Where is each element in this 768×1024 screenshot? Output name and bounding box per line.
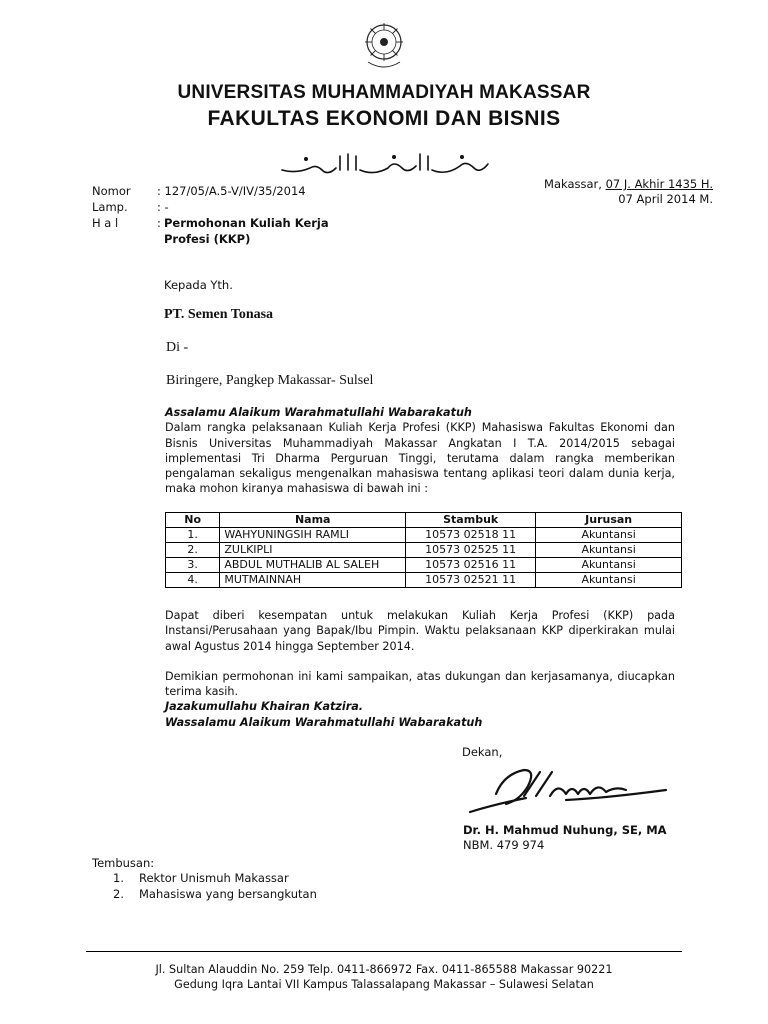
basmala-calligraphy bbox=[276, 148, 492, 178]
cell-stambuk: 10573 02525 11 bbox=[406, 543, 536, 558]
lamp-value: : - bbox=[157, 200, 169, 214]
cell-stambuk: 10573 02521 11 bbox=[406, 573, 536, 588]
list-item-number: 2. bbox=[113, 887, 124, 901]
table-header-row bbox=[166, 513, 682, 528]
footer-divider bbox=[86, 951, 682, 952]
cell-nama: ZULKIPLI bbox=[220, 543, 406, 558]
paragraph-request: Dapat diberi kesempatan untuk melakukan Kuliah Kerja Profesi (KKP) pada Instansi/Perusahaan yang Bapak/Ibu Pimpin. Waktu pelaksanaan KKP diperkirakan mulai awal Agustus 2014 hingga September 2014. bbox=[165, 609, 675, 653]
cell-jurusan: Akuntansi bbox=[536, 528, 682, 543]
footer-line2: Gedung Iqra Lantai VII Kampus Talassalapang Makassar – Sulawesi Selatan bbox=[174, 978, 594, 991]
hal-label: H a l bbox=[92, 216, 119, 230]
col-header-stambuk: Stambuk bbox=[406, 513, 536, 528]
hal-colon: : bbox=[157, 216, 161, 230]
recipient-greeting: Kepada Yth. bbox=[164, 278, 233, 292]
tembusan-label: Tembusan: bbox=[92, 856, 155, 870]
nomor-label: Nomor bbox=[92, 184, 131, 198]
student-table bbox=[165, 512, 682, 588]
footer-line1: Jl. Sultan Alauddin No. 259 Telp. 0411-866972 Fax. 0411-865588 Makassar 90221 bbox=[155, 963, 613, 976]
cell-jurusan: Akuntansi bbox=[536, 543, 682, 558]
table-row bbox=[166, 573, 682, 588]
date-prefix: Makassar, bbox=[544, 177, 606, 191]
date-hijri: 07 J. Akhir 1435 H. bbox=[605, 177, 713, 191]
footer-address bbox=[0, 962, 768, 992]
cell-jurusan: Akuntansi bbox=[536, 573, 682, 588]
cell-nama: ABDUL MUTHALIB AL SALEH bbox=[220, 558, 406, 573]
col-header-no: No bbox=[166, 513, 220, 528]
faculty-name: FAKULTAS EKONOMI DAN BISNIS bbox=[207, 107, 561, 130]
cell-jurusan: Akuntansi bbox=[536, 558, 682, 573]
university-logo bbox=[364, 20, 404, 78]
tembusan-list bbox=[113, 870, 317, 902]
handwritten-signature bbox=[466, 760, 676, 832]
university-name: UNIVERSITAS MUHAMMADIYAH MAKASSAR bbox=[177, 82, 591, 103]
paragraph-intro: Dalam rangka pelaksanaan Kuliah Kerja Profesi (KKP) Mahasiswa Fakultas Ekonomi dan Bisnis Universitas Muhammadiyah Makassar Angkatan I T.A. 2014/2015 sebagai implementasi Tri Dharma Perguruan Tinggi, terutama dalam rangka memberikan pengalaman sekaligus mengenalkan mahasiswa tentang aplikasi teori dalam dunia kerja, maka mohon kiranya mahasiswa di bawah ini : bbox=[165, 421, 675, 496]
lamp-label: Lamp. bbox=[92, 200, 128, 214]
cell-nama: MUTMAINNAH bbox=[220, 573, 406, 588]
paragraph-thanks: Demikian permohonan ini kami sampaikan, atas dukungan dan kerjasamanya, diucapkan terima kasih. bbox=[165, 669, 675, 699]
list-item-number: 1. bbox=[113, 871, 124, 885]
list-item bbox=[113, 886, 317, 902]
closing-jazakumullahu: Jazakumullahu Khairan Katzira. bbox=[165, 700, 364, 714]
signer-title: Dekan, bbox=[462, 745, 503, 759]
letter-body-closing bbox=[165, 608, 675, 730]
table-row bbox=[166, 543, 682, 558]
nomor-value: : 127/05/A.5-V/IV/35/2014 bbox=[157, 184, 306, 198]
recipient-company: PT. Semen Tonasa bbox=[164, 307, 274, 322]
signer-name: Dr. H. Mahmud Nuhung, SE, MA bbox=[463, 823, 667, 837]
letter-body-intro bbox=[165, 405, 675, 497]
hal-subject-line2: Profesi (KKP) bbox=[164, 232, 251, 246]
cell-no: 2. bbox=[166, 543, 220, 558]
cell-stambuk: 10573 02518 11 bbox=[406, 528, 536, 543]
col-header-jurusan: Jurusan bbox=[536, 513, 682, 528]
cell-no: 1. bbox=[166, 528, 220, 543]
table-row bbox=[166, 558, 682, 573]
signer-nbm: NBM. 479 974 bbox=[463, 838, 545, 852]
cell-no: 4. bbox=[166, 573, 220, 588]
recipient-di: Di - bbox=[166, 340, 189, 355]
list-item-text: Mahasiswa yang bersangkutan bbox=[139, 887, 317, 901]
closing-salam: Wassalamu Alaikum Warahmatullahi Wabarakatuh bbox=[165, 715, 483, 729]
list-item bbox=[113, 870, 317, 886]
list-item-text: Rektor Unismuh Makassar bbox=[139, 871, 289, 885]
date-gregorian: 07 April 2014 M. bbox=[618, 192, 713, 206]
cell-no: 3. bbox=[166, 558, 220, 573]
letter-date bbox=[544, 177, 713, 207]
table-row bbox=[166, 528, 682, 543]
cell-nama: WAHYUNINGSIH RAMLI bbox=[220, 528, 406, 543]
recipient-address: Biringere, Pangkep Makassar- Sulsel bbox=[166, 373, 374, 388]
hal-subject-line1: Permohonan Kuliah Kerja bbox=[164, 216, 329, 230]
opening-salam: Assalamu Alaikum Warahmatullahi Wabarakatuh bbox=[165, 406, 472, 419]
col-header-nama: Nama bbox=[220, 513, 406, 528]
cell-stambuk: 10573 02516 11 bbox=[406, 558, 536, 573]
